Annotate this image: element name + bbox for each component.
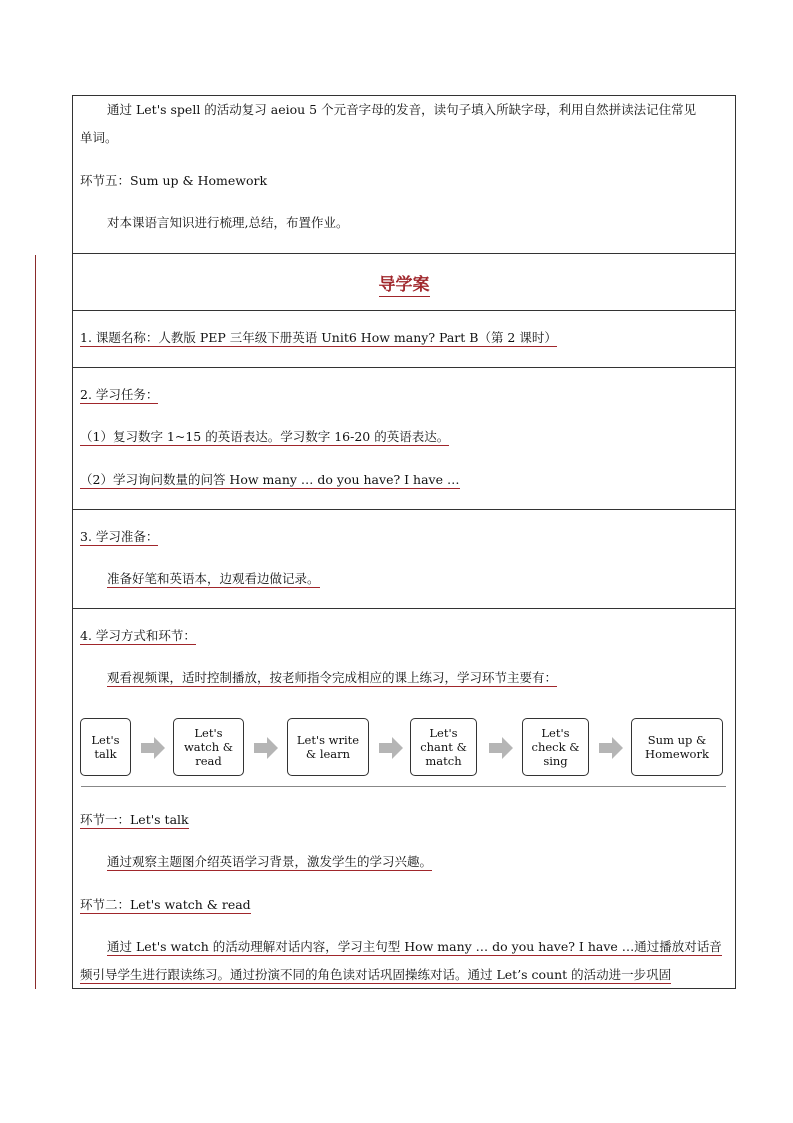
- arrow-right-icon: [254, 737, 278, 759]
- page-title: 导学案: [378, 275, 430, 295]
- step5-heading: 环节五：Sum up & Homework: [80, 173, 268, 188]
- item3-cell: [73, 510, 735, 609]
- preparation-text: 准备好笔和英语本，边观看边做记录。: [107, 571, 320, 586]
- flow-step-sum-up-homework: Sum up & Homework: [631, 718, 723, 776]
- step5-text: 对本课语言知识进行梳理,总结，布置作业。: [107, 215, 349, 230]
- course-title: 1. 课题名称：人教版 PEP 三年级下册英语 Unit6 How many? Part B（第 2 课时）: [80, 330, 557, 345]
- spell-line-2: 单词。: [80, 130, 118, 145]
- step2-line-2: 频引导学生进行跟读练习。通过扮演不同的角色读对话巩固操练对话。通过 Let’s count 的活动进一步巩固: [80, 967, 672, 982]
- flow-step-lets-write-learn: Let's write & learn: [287, 718, 369, 776]
- method-heading: 4. 学习方式和环节：: [80, 628, 196, 643]
- task-1: （1）复习数字 1~15 的英语表达。学习数字 16-20 的英语表达。: [80, 429, 450, 444]
- step1-text: 通过观察主题图介绍英语学习背景，激发学生的学习兴趣。: [107, 854, 433, 869]
- flow-step-lets-chant-match: Let's chant & match: [410, 718, 477, 776]
- item2-cell: [73, 368, 735, 510]
- spell-line-1: 通过 Let's spell 的活动复习 aeiou 5 个元音字母的发音，读句子填入所缺字母，利用自然拼读法记住常见: [107, 102, 697, 117]
- step2-line-1: 通过 Let's watch 的活动理解对话内容，学习主句型 How many … do you have? I have …通过播放对话音: [107, 939, 722, 954]
- flow-step-lets-check-sing: Let's check & sing: [522, 718, 589, 776]
- preparation-heading: 3. 学习准备：: [80, 529, 159, 544]
- method-intro: 观看视频课，适时控制播放，按老师指令完成相应的课上练习，学习环节主要有：: [107, 670, 558, 685]
- task-2: （2）学习询问数量的问答 How many … do you have? I have …: [80, 472, 460, 487]
- title-cell: [73, 254, 735, 311]
- left-margin-line: [35, 255, 36, 989]
- tasks-heading: 2. 学习任务：: [80, 387, 159, 402]
- flow-step-lets-watch-read: Let's watch & read: [173, 718, 244, 776]
- item1-cell: [73, 311, 735, 368]
- flow-step-lets-talk: Let's talk: [80, 718, 131, 776]
- item4-cell: [73, 609, 735, 988]
- arrow-right-icon: [489, 737, 513, 759]
- step1-heading: 环节一：Let's talk: [80, 812, 189, 827]
- step2-heading: 环节二：Let's watch & read: [80, 897, 251, 912]
- arrow-right-icon: [599, 737, 623, 759]
- divider: [81, 786, 726, 787]
- previous-section-cell: [73, 96, 735, 254]
- document-table: [72, 95, 736, 989]
- arrow-right-icon: [141, 737, 165, 759]
- arrow-right-icon: [379, 737, 403, 759]
